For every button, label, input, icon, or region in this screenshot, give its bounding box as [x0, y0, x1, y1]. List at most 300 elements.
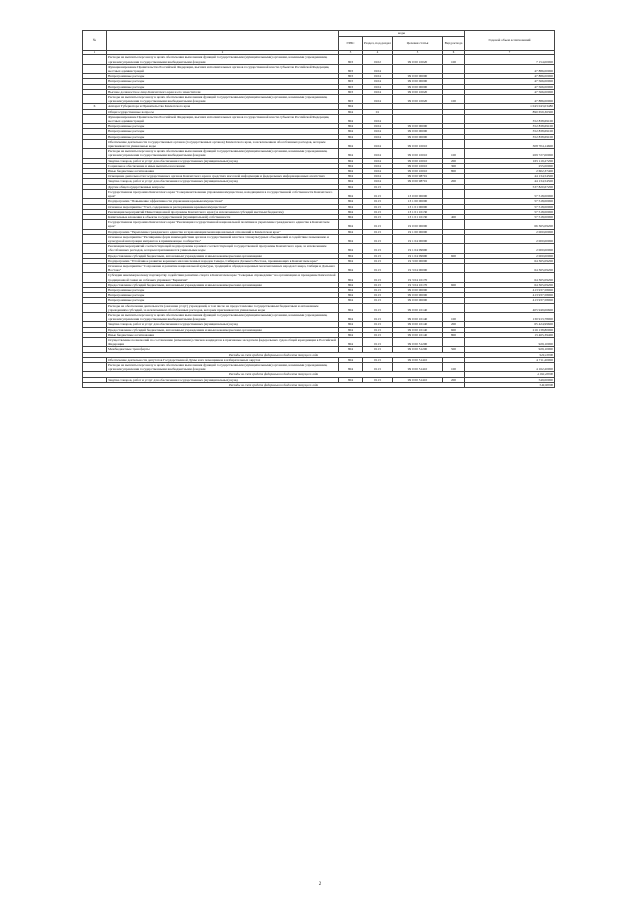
cell-name: Иные бюджетные ассигнования: [107, 332, 339, 337]
cell-grbs: 804: [339, 337, 363, 346]
cell-razdel: 0104: [363, 64, 393, 73]
cell-razdel: 0104: [363, 169, 393, 174]
cell-expense-type: 100: [443, 95, 465, 104]
cell-grbs: 804: [339, 184, 363, 189]
colnum: 2: [107, 51, 339, 55]
cell-amount: 413 937,58000: [465, 293, 555, 298]
cell-grbs: 804: [339, 114, 363, 123]
cell-no: [83, 55, 107, 64]
cell-razdel: 01: [363, 109, 393, 114]
cell-grbs: 804: [339, 174, 363, 179]
cell-expense-type: 600: [443, 253, 465, 258]
cell-amount: 308 704,14600: [465, 139, 555, 148]
cell-target: 99 0 00 10010: [393, 163, 443, 168]
cell-amount: 216 138,80000: [465, 327, 555, 332]
cell-grbs: 804: [339, 287, 363, 292]
header-amount: Годовой объем ассигнований: [465, 31, 555, 51]
cell-expense-type: 100: [443, 149, 465, 158]
cell-razdel: 0104: [363, 139, 393, 148]
header-expense-type: Вид расхода: [443, 37, 465, 51]
cell-grbs: 804: [339, 234, 363, 243]
cell-grbs: 804: [339, 134, 363, 139]
cell-amount: 44 134,54500: [465, 174, 555, 179]
cell-razdel: 0104: [363, 149, 393, 158]
cell-expense-type: 400: [443, 214, 465, 219]
cell-expense-type: 800: [443, 332, 465, 337]
colnum: 3: [339, 51, 363, 55]
cell-grbs: 804: [339, 327, 363, 332]
cell-grbs: 804: [339, 189, 363, 198]
cell-amount: 64 365,09200: [465, 273, 555, 282]
cell-name: Подпрограмма "Повышение эффективности управления краевым имуществом": [107, 199, 339, 204]
cell-grbs: 804: [339, 303, 363, 312]
cell-razdel: 0113: [363, 244, 393, 253]
cell-amount: 47 886,00000: [465, 95, 555, 104]
cell-expense-type: 100: [443, 363, 465, 372]
cell-name: Реализация мероприятий соответствующей подпрограммы в рамках соответствующей государственной программы Камчатского края, за исключением обособленных расходов, которым присваиваются уникальные коды: [107, 244, 339, 253]
cell-expense-type: [443, 234, 465, 243]
cell-expense-type: [443, 139, 465, 148]
table-header: [83, 31, 555, 55]
cell-razdel: 0113: [363, 234, 393, 243]
cell-no: [83, 303, 107, 312]
cell-target: 19 3 04 10170: [393, 273, 443, 282]
cell-razdel: 0113: [363, 337, 393, 346]
cell-razdel: 0113: [363, 377, 393, 382]
cell-name: Расходы на выплаты персоналу в целях обеспечения выполнения функций государственными (муниципальными) органами, казенными учреждениями, органами управления государственными внебюджетными фондами: [107, 363, 339, 372]
cell-grbs: 803: [339, 95, 363, 104]
cell-target: 19 3 00 00000: [393, 258, 443, 263]
cell-name: Закупка товаров, работ и услуг для обеспечения государственных (муниципальных) нужд: [107, 377, 339, 382]
cell-name: Государственная программа Камчатского края "Совершенствование управления имуществом, находящимся в государственной собственности Камчатского края": [107, 189, 339, 198]
cell-razdel: 0113: [363, 312, 393, 321]
cell-target: 99 0 00 51410: [393, 377, 443, 382]
cell-expense-type: [443, 273, 465, 282]
cell-expense-type: 200: [443, 179, 465, 184]
cell-razdel: 0104: [363, 134, 393, 139]
cell-target: 99 0 00 51410: [393, 363, 443, 372]
cell-name: Субсидия некоммерческому партнерству содействия развитию спорта в Камчатском крае "Северные справедливо" на организацию и проведение Камчатской традиционной гонки на собачьих упряжках "Берингия": [107, 273, 339, 282]
cell-name: Аппарат Губернатора и Правительства Камчатского края: [107, 104, 339, 109]
cell-razdel: 0113: [363, 209, 393, 214]
cell-name: Непрограммные расходы: [107, 287, 339, 292]
cell-expense-type: 800: [443, 169, 465, 174]
cell-target: 99 0 00 10020: [393, 55, 443, 64]
cell-amount: 57 518,00000: [465, 209, 555, 214]
cell-amount: 47 566,00000: [465, 84, 555, 89]
colnum: 1: [83, 51, 107, 55]
federal-note-row: [83, 382, 555, 387]
cell-name: Обеспечение деятельности депутатов Государственной Думы и их помощников в избирательных округах: [107, 357, 339, 362]
cell-amount: 7 154,00000: [465, 55, 555, 64]
cell-target: 19 0 00 00000: [393, 220, 443, 229]
cell-no: [83, 149, 107, 158]
cell-razdel: 0113: [363, 298, 393, 303]
cell-target: 99 0 00 10140: [393, 303, 443, 312]
cell-razdel: 0104: [363, 74, 393, 79]
cell-target: 99 0 00 10020: [393, 89, 443, 94]
cell-razdel: 0104: [363, 84, 393, 89]
cell-razdel: 0104: [363, 124, 393, 129]
cell-target: 99 0 00 10010: [393, 139, 443, 148]
cell-amount: 47 566,00000: [465, 89, 555, 94]
cell-razdel: 0113: [363, 363, 393, 372]
cell-grbs: 804: [339, 209, 363, 214]
cell-amount: 549,00000: [465, 377, 555, 382]
budget-table: [82, 30, 555, 388]
cell-no: [83, 273, 107, 282]
cell-amount: 64 365,09200: [465, 282, 555, 287]
cell-name: Закупка товаров, работ и услуг для обеспечения государственных (муниципальных) нужд: [107, 322, 339, 327]
cell-target: 13 1 01 10130: [393, 209, 443, 214]
header-codes: коды: [339, 31, 465, 37]
cell-grbs: 804: [339, 377, 363, 382]
note-amount: 4 162,20000: [465, 372, 555, 377]
cell-grbs: 804: [339, 347, 363, 352]
cell-target: 99 0 00 10010: [393, 149, 443, 158]
cell-target: 99 0 00 10140: [393, 332, 443, 337]
table-row: [83, 55, 555, 64]
cell-grbs: 804: [339, 163, 363, 168]
cell-expense-type: 300: [443, 163, 465, 168]
cell-amount: 413 937,58000: [465, 287, 555, 292]
cell-grbs: 803: [339, 74, 363, 79]
cell-expense-type: 200: [443, 322, 465, 327]
cell-amount: 2 602,37400: [465, 169, 555, 174]
cell-amount: 269 727,00000: [465, 149, 555, 158]
cell-razdel: 0113: [363, 199, 393, 204]
cell-name: Предоставление субсидий бюджетным, автономным учреждениям и иным некоммерческим организациям: [107, 282, 339, 287]
cell-expense-type: 100: [443, 55, 465, 64]
cell-razdel: 0113: [363, 332, 393, 337]
cell-razdel: 0113: [363, 322, 393, 327]
cell-target: 99 0 00 00000: [393, 79, 443, 84]
cell-expense-type: [443, 64, 465, 73]
cell-target: 19 1 04 09990: [393, 253, 443, 258]
cell-expense-type: [443, 337, 465, 346]
header-grbs: ГРБС: [339, 37, 363, 51]
cell-target: 19 1 04 09990: [393, 244, 443, 253]
colnum: 7: [465, 51, 555, 55]
cell-razdel: 0113: [363, 184, 393, 189]
cell-razdel: 0113: [363, 263, 393, 272]
cell-expense-type: 600: [443, 327, 465, 332]
cell-grbs: 804: [339, 214, 363, 219]
cell-razdel: 0104: [363, 179, 393, 184]
cell-razdel: 0113: [363, 214, 393, 219]
cell-target: 19 3 04 10170: [393, 282, 443, 287]
cell-target: 99 0 00 00000: [393, 293, 443, 298]
cell-target: 99 0 00 10140: [393, 312, 443, 321]
cell-grbs: 804: [339, 158, 363, 163]
cell-name: Непрограммные расходы: [107, 298, 339, 303]
cell-target: 99 0 00 98701: [393, 174, 443, 179]
table-row: [83, 95, 555, 104]
cell-expense-type: [443, 189, 465, 198]
cell-name: Непрограммные расходы: [107, 129, 339, 134]
cell-name: Закупка товаров, работ и услуг для обеспечения государственных (муниципальных) нужд: [107, 158, 339, 163]
cell-razdel: 0104: [363, 89, 393, 94]
cell-grbs: 804: [339, 169, 363, 174]
cell-name: Функционирование Правительства Российской Федерации, высших исполнительных органов государственной власти субъектов Российской Федерации, местных администраций: [107, 64, 339, 73]
table-row: [83, 189, 555, 198]
cell-name: Реализация мероприятий Инвестиционной программы Камчатского края (за исключением субсидий местным бюджетам): [107, 209, 339, 214]
cell-target: 99 0 00 51200: [393, 347, 443, 352]
cell-target: 19 3 04 00000: [393, 263, 443, 272]
header-razdel: Раздел, под-раздел: [363, 37, 393, 51]
cell-name: Непрограммные расходы: [107, 293, 339, 298]
cell-expense-type: [443, 244, 465, 253]
cell-amount: 66 365,09200: [465, 220, 555, 229]
cell-no: [83, 114, 107, 123]
cell-grbs: 804: [339, 253, 363, 258]
cell-amount: 4 162,20000: [465, 363, 555, 372]
cell-target: 19 1 00 00000: [393, 229, 443, 234]
cell-name: Расходы на обеспечение деятельности (оказание услуг) учреждений, в том числе на предоставление государственным бюджетным и автономным учреждениям субсидий, за исключением обособленных расходов, которым присваиваются уникальные коды: [107, 303, 339, 312]
cell-grbs: 803: [339, 64, 363, 73]
cell-amount: 57 518,00000: [465, 199, 555, 204]
cell-no: [83, 263, 107, 272]
cell-grbs: 804: [339, 104, 363, 109]
cell-name: Непрограммные расходы: [107, 124, 339, 129]
cell-amount: 57 518,00000: [465, 214, 555, 219]
note-amount: 929,10000: [465, 352, 555, 357]
cell-razdel: 0113: [363, 347, 393, 352]
cell-no: [83, 139, 107, 148]
cell-expense-type: 500: [443, 347, 465, 352]
cell-amount: 405 949,06600: [465, 303, 555, 312]
table-row: [83, 337, 555, 346]
cell-name: Социальное обеспечение и иные выплаты населению: [107, 163, 339, 168]
cell-name: Функционирование Правительства Российской Федерации, высших исполнительных органов государственной власти субъектов Российской Федерации, местных администраций: [107, 114, 339, 123]
cell-grbs: 804: [339, 263, 363, 272]
header-name: [107, 31, 339, 51]
cell-razdel: 0113: [363, 189, 393, 198]
table-row: [83, 263, 555, 272]
cell-grbs: 803: [339, 79, 363, 84]
cell-name: Высшее должностное лицо Камчатского края и его заместители: [107, 89, 339, 94]
cell-target: 99 0 00 00000: [393, 298, 443, 303]
cell-name: Осуществление полномочий по составлению (изменению) списков кандидатов в присяжные заседатели федеральных судов общей юрисдикции в Российской Федерации: [107, 337, 339, 346]
cell-amount: 352 838,69100: [465, 129, 555, 134]
cell-name: Подпрограмма "Укрепление гражданского единства и гармонизация межнациональных отношений в Камчатском крае": [107, 229, 339, 234]
cell-razdel: 0104: [363, 158, 393, 163]
cell-grbs: 804: [339, 149, 363, 158]
cell-amount: 64 365,09200: [465, 263, 555, 272]
cell-amount: 47 566,00000: [465, 79, 555, 84]
table-row: [83, 244, 555, 253]
cell-name: Расходы на выплаты персоналу в целях обеспечения выполнения функций государственными (муниципальными) органами, казенными учреждениями, органами управления государственными внебюджетными фондами: [107, 55, 339, 64]
cell-name: Обеспечение деятельности государственных органов (государственных органов) Камчатского края, за исключением обособленных расходов, которым присваиваются уникальные коды: [107, 139, 339, 148]
cell-razdel: 0113: [363, 253, 393, 258]
cell-grbs: 803: [339, 84, 363, 89]
cell-amount: 537 820,67200: [465, 184, 555, 189]
cell-amount: 929,10000: [465, 347, 555, 352]
cell-no: [83, 244, 107, 253]
cell-grbs: 804: [339, 129, 363, 134]
cell-amount: 2 000,00000: [465, 253, 555, 258]
cell-no: [83, 64, 107, 73]
cell-expense-type: [443, 114, 465, 123]
cell-grbs: 804: [339, 109, 363, 114]
cell-amount: 2 000,00000: [465, 234, 555, 243]
page-number: 2: [318, 882, 322, 887]
cell-expense-type: 200: [443, 377, 465, 382]
cell-grbs: 804: [339, 363, 363, 372]
table-row: [83, 303, 555, 312]
cell-razdel: 0104: [363, 114, 393, 123]
note-text: Расходы за счет средств федерального бюджета текущего года: [83, 382, 465, 387]
cell-name: Расходы на выплаты персоналу в целях обеспечения выполнения функций государственными (муниципальными) органами, казенными учреждениями, органами управления государственными внебюджетными фондами: [107, 95, 339, 104]
cell-target: 99 0 00 00000: [393, 74, 443, 79]
table-body: [83, 55, 555, 388]
cell-no: [83, 312, 107, 321]
cell-name: Основное мероприятие "Сохранение и развитие национальной культуры, традиций и обрядов коренных малочисленных народов Севера, Сибири и Дальнего Востока": [107, 263, 339, 272]
cell-expense-type: [443, 220, 465, 229]
cell-target: 99 0 00 10140: [393, 327, 443, 332]
cell-grbs: 804: [339, 220, 363, 229]
cell-no: [83, 189, 107, 198]
cell-name: Освещение деятельности государственных органов Камчатского края в средствах массовой информации и федеральных информационных агентствах: [107, 174, 339, 179]
table-row: [83, 149, 555, 158]
cell-target: 13 1 01 10130: [393, 214, 443, 219]
cell-name: Предоставление субсидий бюджетным, автономным учреждениям и иным некоммерческим организациям: [107, 327, 339, 332]
cell-amount: 352 838,69100: [465, 114, 555, 123]
cell-name: Капитальные вложения в объекты государственной (муниципальной) собственности: [107, 214, 339, 219]
cell-no: [83, 220, 107, 229]
document-page: [82, 30, 554, 388]
table-row: [83, 114, 555, 123]
cell-target: 99 0 00 51410: [393, 357, 443, 362]
cell-target: 99 0 00 00000: [393, 287, 443, 292]
cell-grbs: 804: [339, 179, 363, 184]
cell-amount: 47 886,00000: [465, 64, 555, 73]
cell-name: Иные бюджетные ассигнования: [107, 169, 339, 174]
header-target: Целевая статья: [393, 37, 443, 51]
cell-name: Непрограммные расходы: [107, 84, 339, 89]
cell-razdel: 0102: [363, 55, 393, 64]
cell-amount: 4 711,20000: [465, 357, 555, 362]
cell-target: 99 0 00 10020: [393, 95, 443, 104]
cell-amount: 165 119,27200: [465, 158, 555, 163]
cell-no: [83, 234, 107, 243]
cell-amount: 57 518,00000: [465, 189, 555, 198]
cell-target: 99 0 00 00000: [393, 84, 443, 89]
cell-target: [393, 64, 443, 73]
cell-grbs: 804: [339, 298, 363, 303]
cell-grbs: 804: [339, 273, 363, 282]
cell-target: 13 0 00 00000: [393, 189, 443, 198]
cell-amount: 65 424,99600: [465, 322, 555, 327]
cell-expense-type: [443, 263, 465, 272]
cell-razdel: 0113: [363, 282, 393, 287]
cell-razdel: 0113: [363, 258, 393, 263]
cell-razdel: 0104: [363, 79, 393, 84]
cell-grbs: 804: [339, 293, 363, 298]
colnum: 5: [393, 51, 443, 55]
cell-target: 99 0 00 00000: [393, 124, 443, 129]
cell-name: Государственная программа Камчатского края "Реализация государственной национальной политики и укрепление гражданского единства в Камчатском крае": [107, 220, 339, 229]
cell-name: Основное мероприятие "Расширение форм взаимодействия органов государственной власти и этнокультурных объединений и содействие повышению и культурной интеграции мигрантов в принимающее сообщество": [107, 234, 339, 243]
cell-razdel: 0113: [363, 220, 393, 229]
cell-razdel: 0104: [363, 174, 393, 179]
cell-expense-type: 100: [443, 312, 465, 321]
cell-amount: 57 518,00000: [465, 204, 555, 209]
header-no: №: [83, 31, 107, 51]
note-text: Расходы за счет средств федерального бюджета текущего года: [83, 352, 465, 357]
note-amount: 549,00000: [465, 382, 555, 387]
cell-name: Основное мероприятие "Учет, содержание и распоряжение краевым имуществом": [107, 204, 339, 209]
note-text: Расходы за счет средств федерального бюджета текущего года: [83, 372, 465, 377]
cell-grbs: 804: [339, 139, 363, 148]
cell-grbs: 804: [339, 282, 363, 287]
cell-target: 13 1 01 00000: [393, 204, 443, 209]
cell-target: 99 0 00 98701: [393, 179, 443, 184]
table-row: [83, 312, 555, 321]
cell-amount: 352 838,69100: [465, 124, 555, 129]
colnum: 4: [363, 51, 393, 55]
cell-grbs: 804: [339, 322, 363, 327]
cell-razdel: 0104: [363, 129, 393, 134]
cell-amount: 47 886,00000: [465, 74, 555, 79]
cell-razdel: 0113: [363, 293, 393, 298]
cell-target: 19 1 04 00000: [393, 234, 443, 243]
cell-name: Другие общегосударственные вопросы: [107, 184, 339, 189]
cell-name: Непрограммные расходы: [107, 134, 339, 139]
cell-target: 99 0 00 10010: [393, 169, 443, 174]
cell-no: [83, 337, 107, 346]
cell-name: Подпрограмма "Устойчивое развитие коренных малочисленных народов Севера, Сибири и Дальнего Востока, проживающих в Камчатском крае": [107, 258, 339, 263]
table-row: [83, 220, 555, 229]
cell-amount: 13 465,39400: [465, 332, 555, 337]
cell-grbs: 804: [339, 124, 363, 129]
cell-name: Межбюджетные трансферты: [107, 347, 339, 352]
cell-no: [83, 363, 107, 372]
cell-razdel: 0113: [363, 327, 393, 332]
cell-razdel: 0113: [363, 287, 393, 292]
cell-expense-type: [443, 303, 465, 312]
cell-name: Расходы на выплаты персоналу в целях обеспечения выполнения функций государственными (муниципальными) органами, казенными учреждениями, органами управления государственными внебюджетными фондами: [107, 149, 339, 158]
cell-amount: 352 838,69100: [465, 134, 555, 139]
colnum: 6: [443, 51, 465, 55]
cell-grbs: 804: [339, 244, 363, 253]
cell-grbs: 804: [339, 229, 363, 234]
cell-grbs: 804: [339, 357, 363, 362]
cell-amount: 1 043 043,03480: [465, 104, 555, 109]
cell-target: [393, 114, 443, 123]
cell-target: 99 0 00 10140: [393, 322, 443, 327]
cell-grbs: 804: [339, 258, 363, 263]
cell-razdel: 0104: [363, 163, 393, 168]
cell-name: Непрограммные расходы: [107, 74, 339, 79]
cell-target: 99 0 00 00000: [393, 129, 443, 134]
cell-razdel: 0113: [363, 303, 393, 312]
cell-amount: 44 134,54500: [465, 179, 555, 184]
cell-target: 13 1 00 00000: [393, 199, 443, 204]
cell-amount: 2 000,00000: [465, 244, 555, 253]
table-row: [83, 363, 555, 372]
cell-no: [83, 95, 107, 104]
cell-razdel: 0113: [363, 357, 393, 362]
cell-grbs: 804: [339, 312, 363, 321]
cell-target: 99 0 00 51200: [393, 337, 443, 346]
cell-amount: 890 659,36300: [465, 109, 555, 114]
cell-name: Общегосударственные вопросы: [107, 109, 339, 114]
cell-target: 99 0 00 10010: [393, 158, 443, 163]
cell-name: Расходы на выплаты персоналу в целях обеспечения выполнения функций государственными (муниципальными) органами, казенными учреждениями, органами управления государственными внебюджетными фондами: [107, 312, 339, 321]
table-row: [83, 139, 555, 148]
cell-amount: 64 365,09200: [465, 258, 555, 263]
